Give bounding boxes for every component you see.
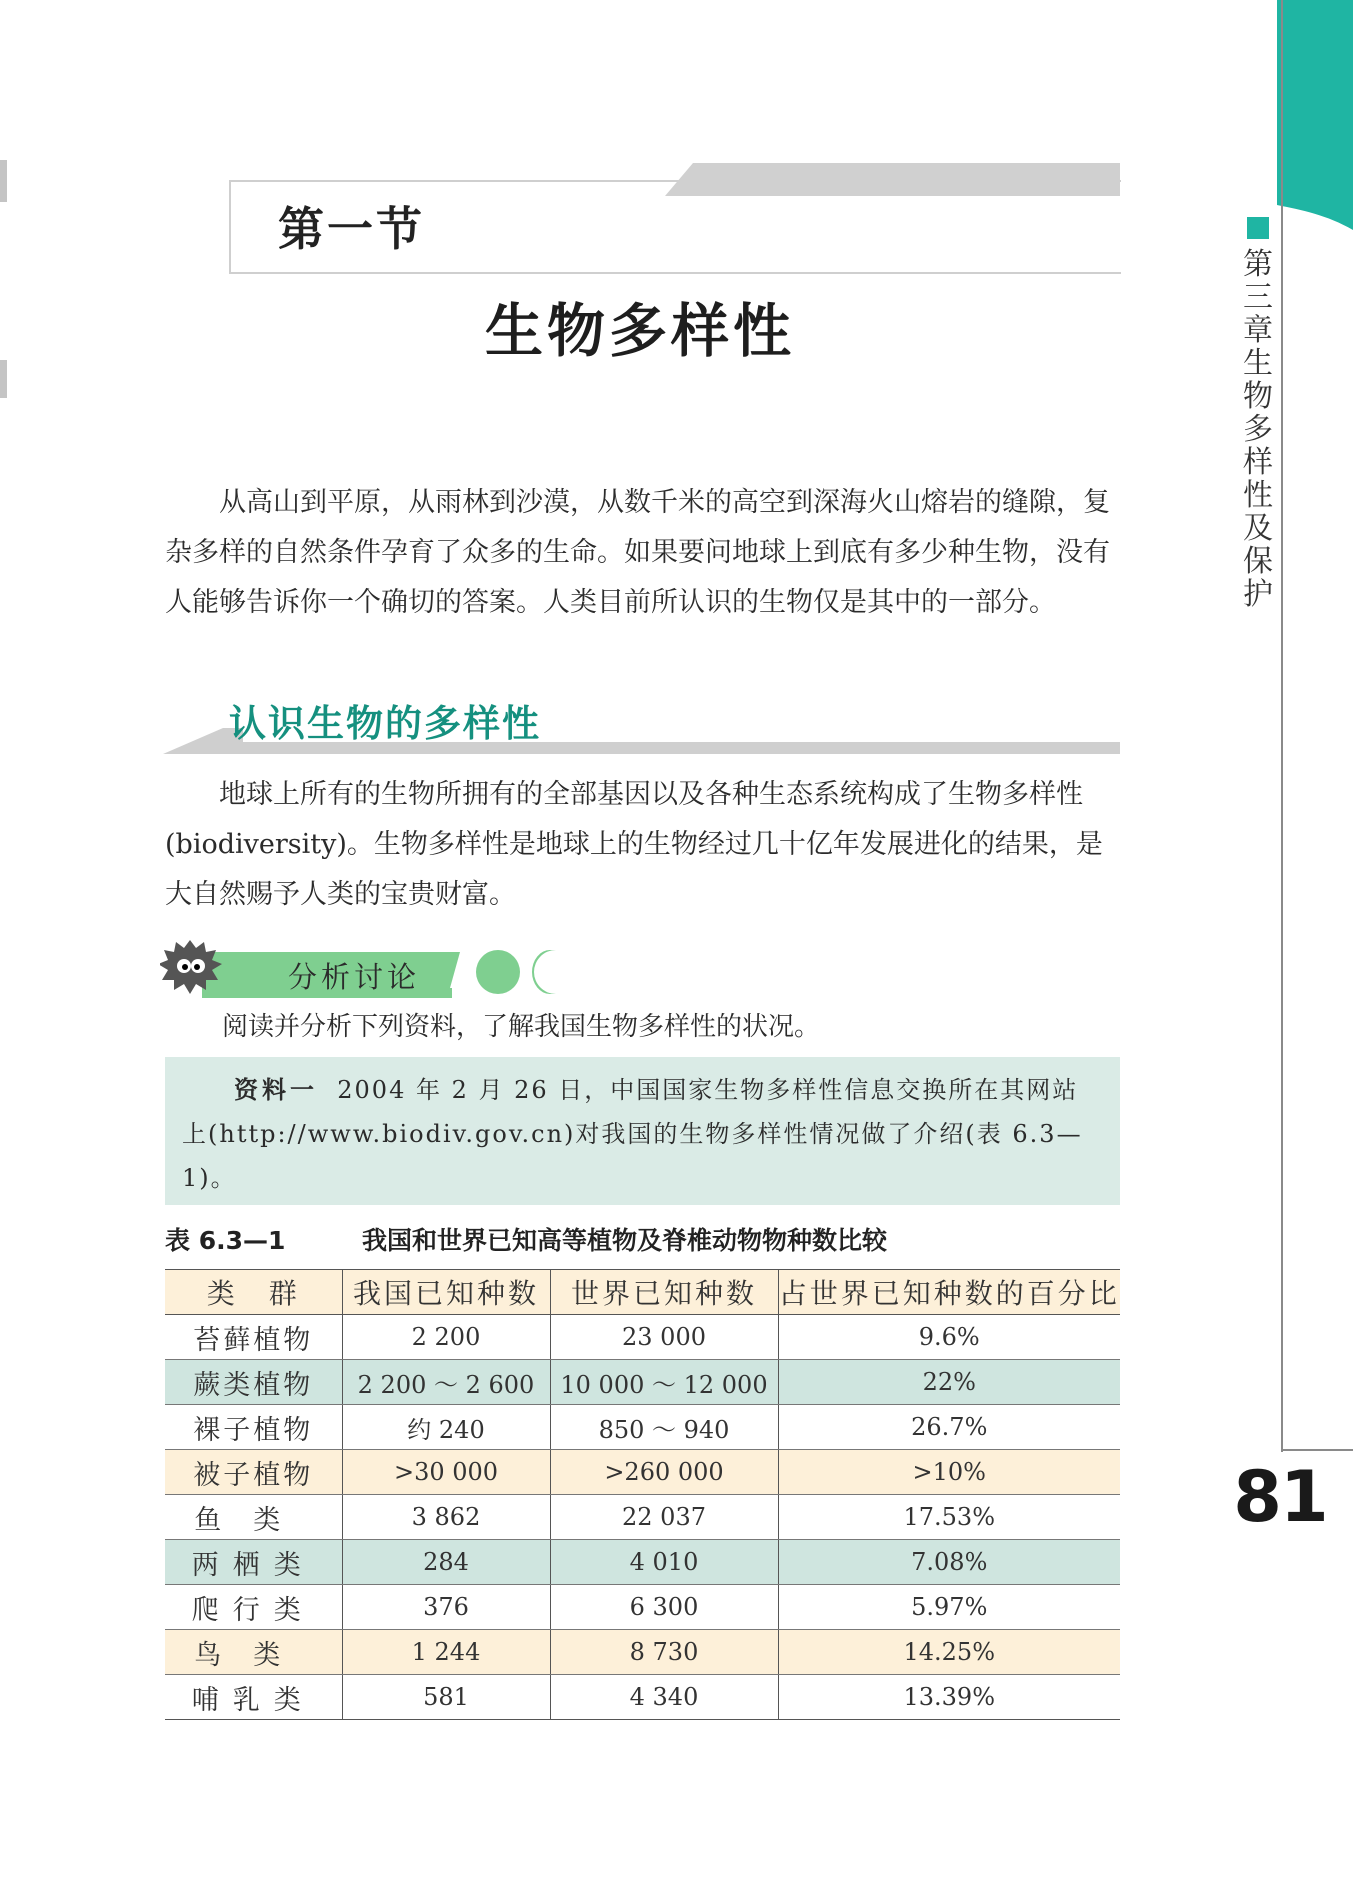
world-count-cell: 22 037	[550, 1495, 778, 1540]
header-decor-band	[665, 163, 1120, 196]
column-header: 我国已知种数	[342, 1270, 550, 1315]
chapter-running-title: 第三章 生物多样性及保护	[1243, 247, 1273, 612]
intro-paragraph: 从高山到平原，从雨林到沙漠，从数千米的高空到深海火山熔岩的缝隙，复杂多样的自然条件孕育了众多的生命。如果要问地球上到底有多少种生物，没有人能够告诉你一个确切的答案。人类目前所认识的生物仅是其中的一部分。	[165, 487, 1110, 618]
group-cell: 哺乳类	[165, 1675, 342, 1720]
china-count-cell: 581	[342, 1675, 550, 1720]
table-row	[165, 1540, 1120, 1585]
material-text	[182, 1068, 1102, 1200]
table-row	[165, 1630, 1120, 1675]
discussion-intro: 阅读并分析下列资料，了解我国生物多样性的状况。	[222, 1012, 821, 1042]
china-count-cell: >30 000	[342, 1450, 550, 1495]
column-header: 类 群	[165, 1270, 342, 1315]
group-cell: 鱼类	[165, 1495, 342, 1540]
china-count-cell: 1 244	[342, 1630, 550, 1675]
percent-cell: 22%	[778, 1360, 1120, 1405]
world-count-cell: 4 340	[550, 1675, 778, 1720]
material-label: 资料一	[234, 1075, 318, 1104]
subsection-paragraph: 地球上所有的生物所拥有的全部基因以及各种生态系统构成了生物多样性(biodiversity)。生物多样性是地球上的生物经过几十亿年发展进化的结果，是大自然赐予人类的宝贵财富。	[165, 779, 1103, 910]
world-count-cell: >260 000	[550, 1450, 778, 1495]
group-cell: 裸子植物	[165, 1405, 342, 1450]
percent-cell: 5.97%	[778, 1585, 1120, 1630]
column-header: 世界已知种数	[550, 1270, 778, 1315]
table-row	[165, 1315, 1120, 1360]
china-count-cell: 2 200 ～ 2 600	[342, 1360, 550, 1405]
group-cell: 鸟类	[165, 1630, 342, 1675]
table-row	[165, 1675, 1120, 1720]
group-cell: 爬行类	[165, 1585, 342, 1630]
percent-cell: 17.53%	[778, 1495, 1120, 1540]
world-count-cell: 10 000 ～ 12 000	[550, 1360, 778, 1405]
group-cell: 苔藓植物	[165, 1315, 342, 1360]
world-count-cell: 850 ～ 940	[550, 1405, 778, 1450]
column-header: 占世界已知种数的百分比	[778, 1270, 1120, 1315]
percent-cell: 26.7%	[778, 1405, 1120, 1450]
china-count-cell: 376	[342, 1585, 550, 1630]
material-body: 2004 年 2 月 26 日，中国国家生物多样性信息交换所在其网站上(http://www.biodiv.gov.cn)对我国的生物多样性情况做了介绍(表 6.3—1)。	[182, 1076, 1083, 1192]
table-row	[165, 1405, 1120, 1450]
species-comparison-table	[165, 1269, 1120, 1720]
edge-mark	[0, 160, 7, 202]
world-count-cell: 8 730	[550, 1630, 778, 1675]
table-row	[165, 1585, 1120, 1630]
section-number: 第一节	[278, 202, 425, 256]
table-header-row	[165, 1270, 1120, 1315]
china-count-cell: 284	[342, 1540, 550, 1585]
chapter-marker-square	[1247, 217, 1269, 239]
table-row	[165, 1495, 1120, 1540]
group-cell: 蕨类植物	[165, 1360, 342, 1405]
chapter-tab-decoration	[1277, 0, 1353, 230]
percent-cell: 9.6%	[778, 1315, 1120, 1360]
discussion-label: 分析讨论	[288, 960, 421, 994]
world-count-cell: 23 000	[550, 1315, 778, 1360]
group-cell: 被子植物	[165, 1450, 342, 1495]
table-title: 我国和世界已知高等植物及脊椎动物物种数比较	[362, 1226, 888, 1255]
percent-cell: 7.08%	[778, 1540, 1120, 1585]
percent-cell: 13.39%	[778, 1675, 1120, 1720]
section-title: 生物多样性	[484, 297, 795, 365]
table-row	[165, 1450, 1120, 1495]
margin-rule	[1281, 0, 1283, 1452]
page-number-rule	[1281, 1449, 1353, 1451]
table-caption: 表 6.3—1	[165, 1226, 286, 1255]
table-row	[165, 1360, 1120, 1405]
world-count-cell: 6 300	[550, 1585, 778, 1630]
subsection-heading: 认识生物的多样性	[229, 702, 541, 745]
page-number: 81	[1233, 1456, 1327, 1538]
percent-cell: >10%	[778, 1450, 1120, 1495]
percent-cell: 14.25%	[778, 1630, 1120, 1675]
china-count-cell: 2 200	[342, 1315, 550, 1360]
china-count-cell: 约 240	[342, 1405, 550, 1450]
edge-mark	[0, 360, 7, 398]
world-count-cell: 4 010	[550, 1540, 778, 1585]
china-count-cell: 3 862	[342, 1495, 550, 1540]
group-cell: 两栖类	[165, 1540, 342, 1585]
